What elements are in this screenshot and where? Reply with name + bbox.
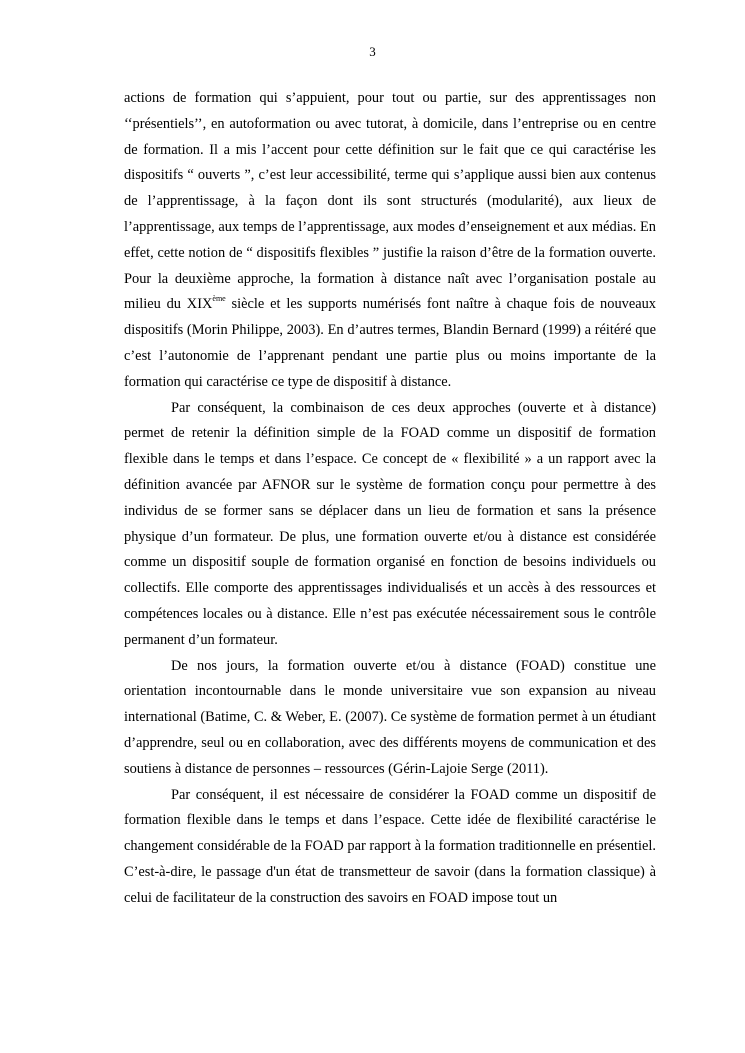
paragraph-combination-approaches: Par conséquent, la combinaison de ces deux approches (ouverte et à distance) permet de retenir la définition simple de la FOAD comme un dispositif de formation flexible dans le temps et dans l’espace. Ce concept de « flexibilité » a un rapport avec la définition avancée par AFNOR sur le système de formation conçu pour permettre à des individus de se former sans se déplacer dans un lieu de formation et sans la présence physique d’un formateur. De plus, une formation ouverte et/ou à distance est considérée comme un dispositif souple de formation organisé en fonction de besoins individuels ou collectifs. Elle comporte des apprentissages individualisés et un accès à des ressources et compétences locales ou à distance. Elle n’est pas exécutée nécessairement sous le contrôle permanent d’un formateur. [124, 399, 656, 648]
page-number: 3 [369, 44, 376, 59]
superscript-eme: ème [212, 294, 226, 304]
paragraph-foad-flexibility: Par conséquent, il est nécessaire de considérer la FOAD comme un dispositif de formation flexible dans le temps et dans l’espace. Cette idée de flexibilité caractérise le changement considérable de la FOAD par rapport à la formation traditionnelle en présentiel. C’est-à-dire, le passage d'un état de transmetteur de savoir (dans la formation classique) à celui de facilitateur de la construction des savoirs en FOAD impose tout un [124, 786, 656, 906]
document-body [124, 86, 656, 912]
paragraph-text-continued: siècle et les supports numérisés font naître à chaque fois de nouveaux dispositifs (Morin Philippe, 2003). En d’autres termes, Blandin Bernard (1999) a réitéré que c’est l’autonomie de l’apprenant pendant une partie plus ou moins importante de la formation qui caractérise ce type de dispositif à distance. [124, 296, 656, 390]
paragraph-foad-today: De nos jours, la formation ouverte et/ou à distance (FOAD) constitue une orientation incontournable dans le monde universitaire vue son expansion au niveau international (Batime, C. & Weber, E. (2007). Ce système de formation permet à un étudiant d’apprendre, seul ou en collaboration, avec des différents moyens de communication et des soutiens à distance de personnes – ressources (Gérin-Lajoie Serge (2011). [124, 657, 656, 777]
paragraph-foad-definition [124, 86, 656, 396]
paragraph-text: actions de formation qui s’appuient, pour tout ou partie, sur des apprentissages non ‘‘présentiels’’, en autoformation ou avec tutorat, à domicile, dans l’entreprise ou en centre de formation. Il a mis l’accent pour cette définition sur le fait que ce qui caractérise les dispositifs “ ouverts ”, c’est leur accessibilité, terme qui s’applique aussi bien aux contenus de l’apprentissage, à la façon dont ils sont structurés (modularité), aux lieux de l’apprentissage, aux temps de l’apprentissage, aux modes d’enseignement et aux médias. En effet, cette notion de “ dispositifs flexibles ” justifie la raison d’être de la formation ouverte. Pour la deuxième approche, la formation à distance naît avec l’organisation postale au milieu du XIX [124, 90, 656, 313]
